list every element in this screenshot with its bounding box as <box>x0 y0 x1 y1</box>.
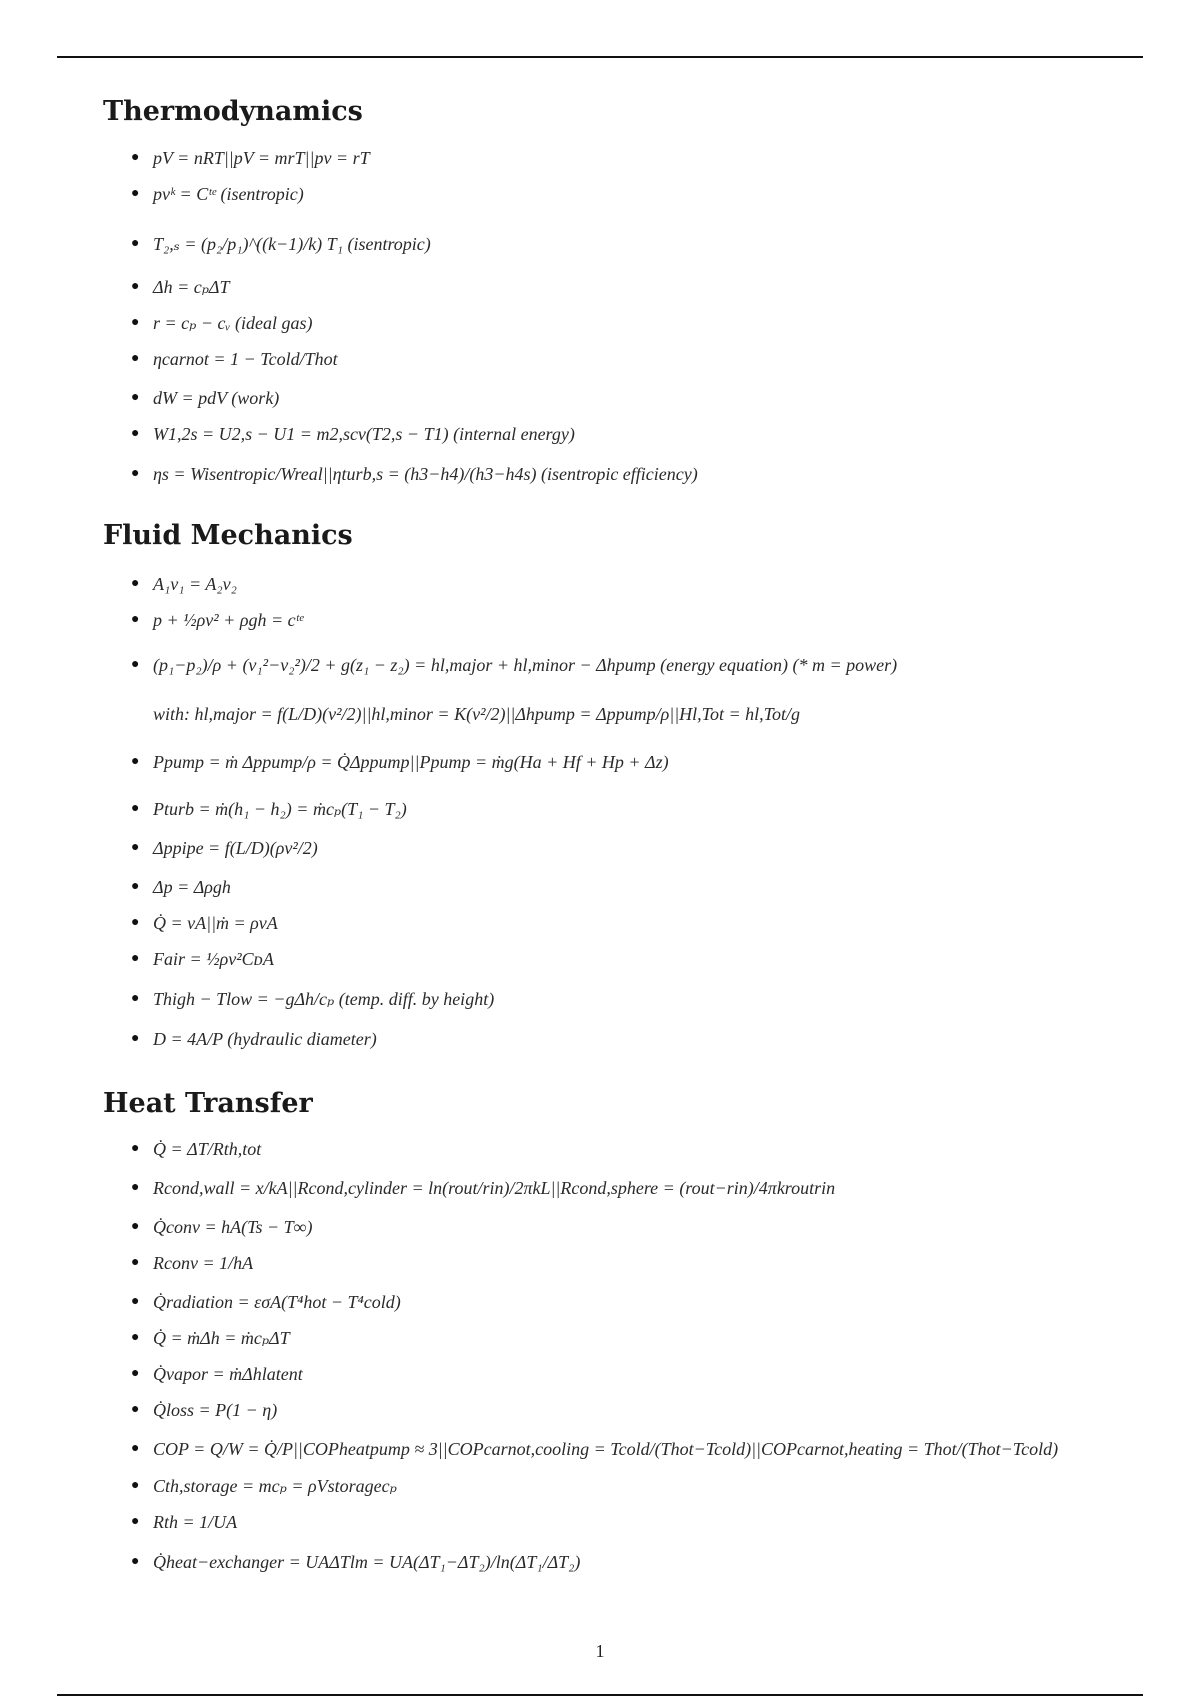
bullet-icon: ● <box>131 1031 140 1046</box>
top-rule <box>57 56 1143 58</box>
bullet-icon: ● <box>131 426 140 441</box>
bullet-icon: ● <box>131 1141 140 1156</box>
bullet-icon: ● <box>131 612 140 627</box>
page-number: 1 <box>595 1641 605 1661</box>
bullet-icon: ● <box>131 315 140 330</box>
bullet-icon: ● <box>131 951 140 966</box>
bullet-icon: ● <box>131 351 140 366</box>
bullet-icon: ● <box>131 390 140 405</box>
bullet-icon: ● <box>131 801 140 816</box>
bullet-icon: ● <box>131 576 140 591</box>
bullet-icon: ● <box>131 657 140 672</box>
section-title-fluid-mechanics: Fluid Mechanics <box>103 520 353 551</box>
bottom-rule <box>57 1694 1143 1696</box>
bullet-icon: ● <box>131 1294 140 1309</box>
bullet-icon: ● <box>131 1554 140 1569</box>
bullet-icon: ● <box>131 1180 140 1195</box>
bullet-icon: ● <box>131 236 140 251</box>
bullet-icon: ● <box>131 991 140 1006</box>
bullet-icon: ● <box>131 754 140 769</box>
bullet-icon: ● <box>131 1219 140 1234</box>
bullet-icon: ● <box>131 879 140 894</box>
bullet-icon: ● <box>131 840 140 855</box>
bullet-icon: ● <box>131 1514 140 1529</box>
bullet-icon: ● <box>131 1366 140 1381</box>
bullet-icon: ● <box>131 150 140 165</box>
section-title-thermodynamics: Thermodynamics <box>103 96 363 127</box>
bullet-icon: ● <box>131 1441 140 1456</box>
bullet-icon: ● <box>131 1255 140 1270</box>
bullet-icon: ● <box>131 1330 140 1345</box>
bullet-icon: ● <box>131 279 140 294</box>
bullet-icon: ● <box>131 186 140 201</box>
bullet-icon: ● <box>131 915 140 930</box>
bullet-icon: ● <box>131 1402 140 1417</box>
bullet-icon: ● <box>131 1478 140 1493</box>
section-title-heat-transfer: Heat Transfer <box>103 1088 313 1119</box>
bullet-icon: ● <box>131 466 140 481</box>
